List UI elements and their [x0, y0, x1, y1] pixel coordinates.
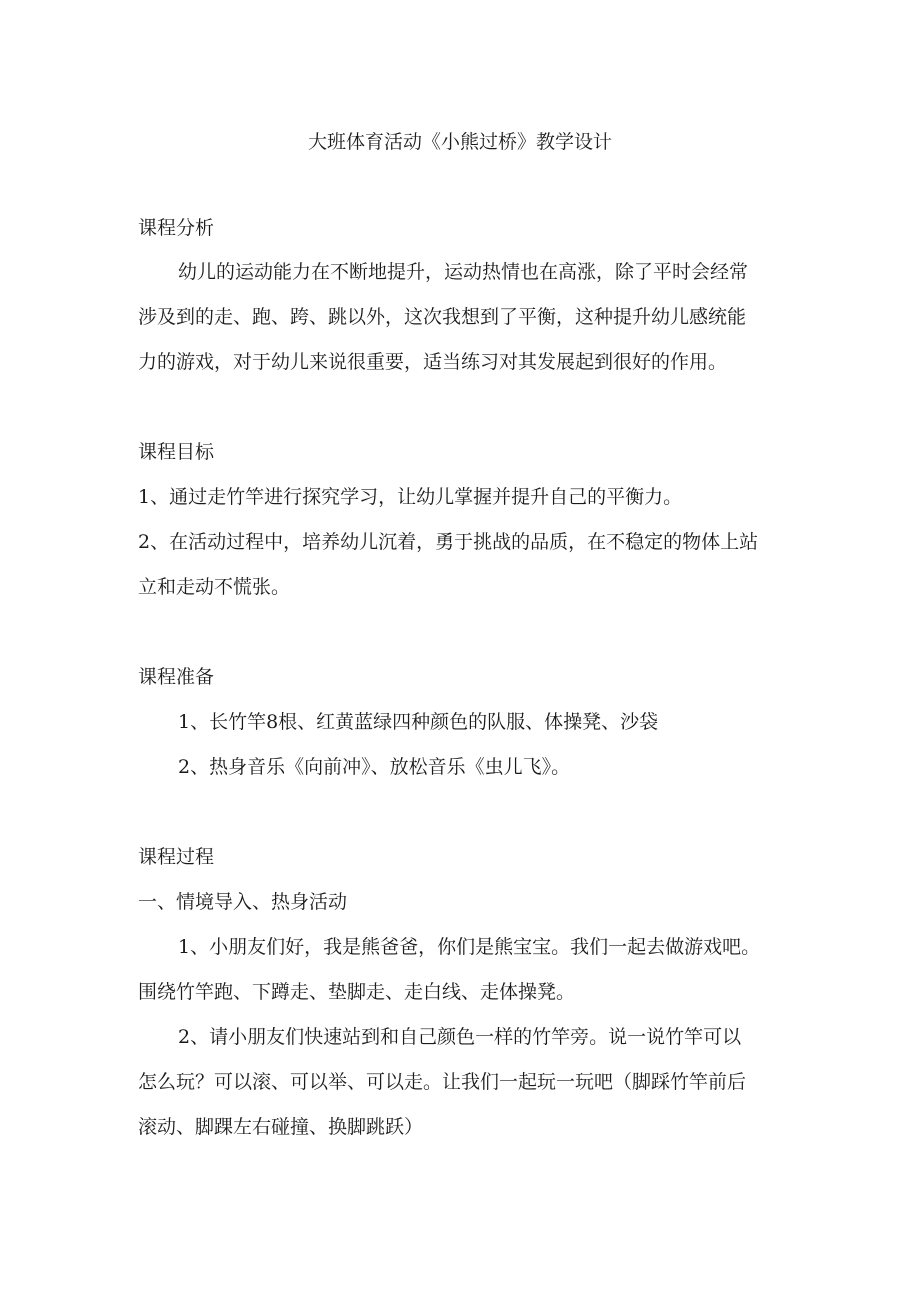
process-line-2: 围绕竹竿跑、下蹲走、垫脚走、走白线、走体操凳。 [138, 981, 576, 1003]
process-subheading: 一、情境导入、热身活动 [138, 891, 348, 913]
process-line-4: 怎么玩？可以滚、可以举、可以走。让我们一起玩一玩吧（脚踩竹竿前后 [138, 1071, 747, 1093]
analysis-line-2: 涉及到的走、跑、跨、跳以外，这次我想到了平衡，这种提升幼儿感统能 [138, 306, 747, 328]
document-title: 大班体育活动《小熊过桥》教学设计 [307, 131, 612, 153]
analysis-line-1: 幼儿的运动能力在不断地提升，运动热情也在高涨，除了平时会经常 [178, 261, 749, 283]
section-heading-analysis: 课程分析 [138, 217, 215, 239]
goals-line-1: 1、通过走竹竿进行探究学习，让幼儿掌握并提升自己的平衡力。 [138, 486, 683, 508]
goals-line-3: 立和走动不慌张。 [138, 576, 291, 598]
process-line-1: 1、小朋友们好，我是熊爸爸，你们是熊宝宝。我们一起去做游戏吧。 [178, 936, 761, 958]
section-heading-preparation: 课程准备 [138, 666, 215, 688]
process-line-5: 滚动、脚踝左右碰撞、换脚跳跃） [138, 1116, 424, 1138]
section-heading-goals: 课程目标 [138, 441, 215, 463]
section-heading-process: 课程过程 [138, 846, 215, 868]
analysis-line-3: 力的游戏，对于幼儿来说很重要，适当练习对其发展起到很好的作用。 [138, 351, 728, 373]
goals-line-2: 2、在活动过程中，培养幼儿沉着，勇于挑战的品质，在不稳定的物体上站 [138, 531, 759, 553]
preparation-line-1: 1、长竹竿8根、红黄蓝绿四种颜色的队服、体操凳、沙袋 [178, 711, 659, 733]
preparation-line-2: 2、热身音乐《向前冲》、放松音乐《虫儿飞》。 [178, 756, 571, 778]
process-line-3: 2、请小朋友们快速站到和自己颜色一样的竹竿旁。说一说竹竿可以 [178, 1026, 742, 1048]
